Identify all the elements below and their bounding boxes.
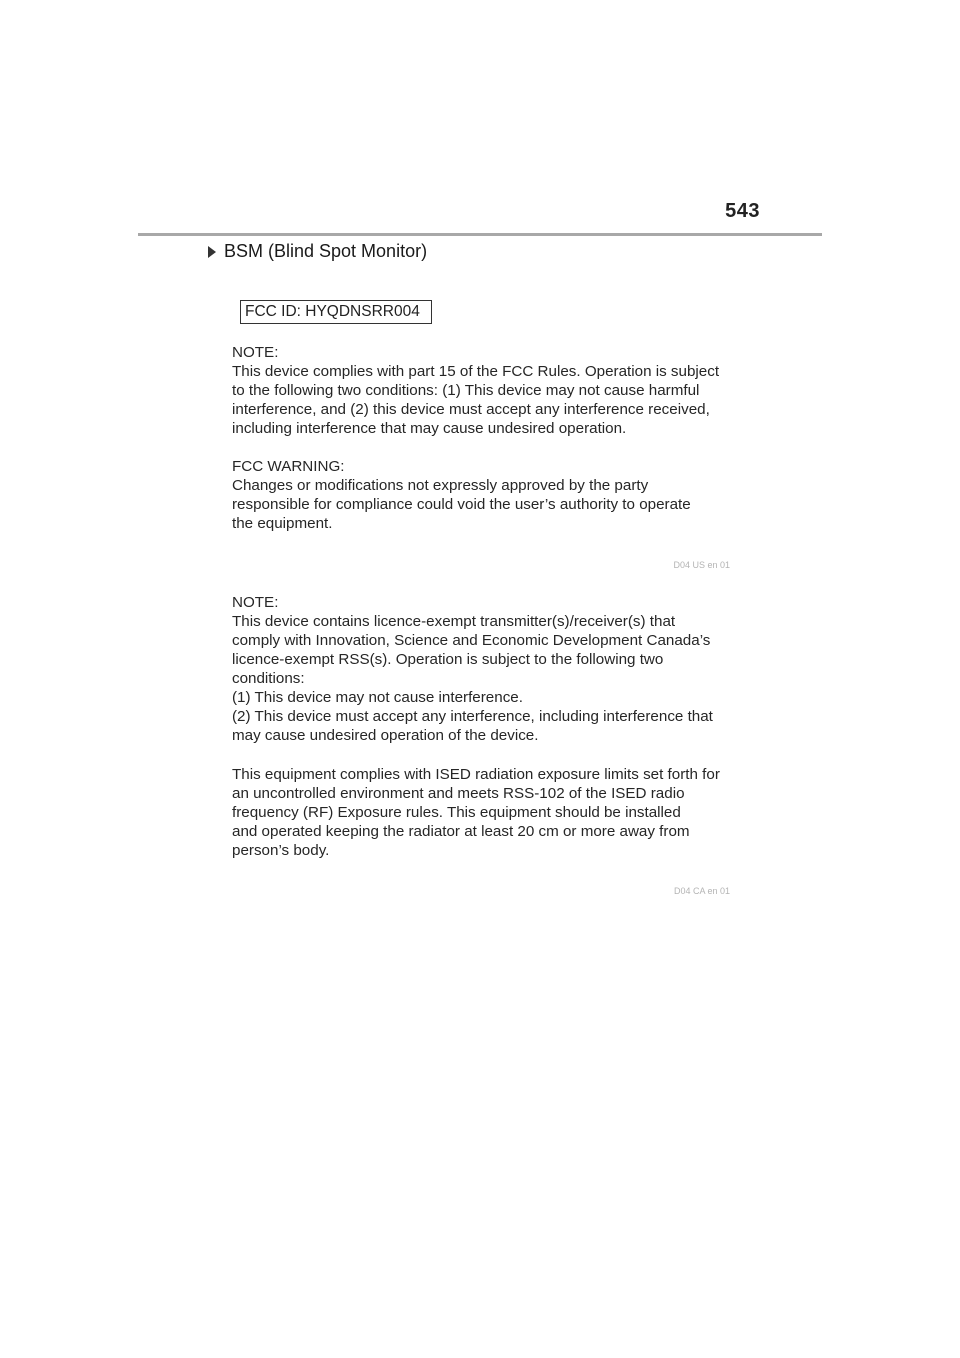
- ca-note-line: comply with Innovation, Science and Economic Development Canada’s: [232, 632, 711, 649]
- us-note-line: This device complies with part 15 of the FCC Rules. Operation is subject: [232, 363, 720, 380]
- us-note-block: [232, 343, 719, 438]
- triangle-bullet-icon: [208, 246, 216, 258]
- ca-note-line: conditions:: [232, 670, 305, 687]
- ca-note-line: NOTE:: [232, 594, 279, 611]
- us-note-line: interference, and (2) this device must accept any interference received,: [232, 401, 710, 418]
- fcc-id-label: FCC ID: HYQDNSRR004: [240, 300, 432, 324]
- section-heading: [208, 241, 427, 262]
- ca-note-block: [232, 593, 713, 745]
- ca-note-line: may cause undesired operation of the device.: [232, 727, 539, 744]
- fcc-warning-line: Changes or modifications not expressly approved by the party: [232, 477, 649, 494]
- header-rule: [138, 233, 822, 236]
- us-figure-code: D04 US en 01: [673, 560, 730, 570]
- ca-figure-code: D04 CA en 01: [673, 886, 730, 896]
- fcc-warning-line: the equipment.: [232, 515, 333, 532]
- ca-note-line: (1) This device may not cause interference.: [232, 689, 523, 706]
- us-note-line: including interference that may cause undesired operation.: [232, 420, 627, 437]
- section-heading-text: BSM (Blind Spot Monitor): [224, 241, 428, 261]
- ca-note-line: (2) This device must accept any interference, including interference that: [232, 708, 713, 725]
- ised-exposure-line: an uncontrolled environment and meets RSS-102 of the ISED radio: [232, 785, 685, 802]
- fcc-warning-line: FCC WARNING:: [232, 458, 345, 475]
- ised-exposure-line: frequency (RF) Exposure rules. This equipment should be installed: [232, 804, 681, 821]
- fcc-warning-line: responsible for compliance could void the user’s authority to operate: [232, 496, 691, 513]
- ised-exposure-line: and operated keeping the radiator at least 20 cm or more away from: [232, 823, 690, 840]
- us-note-line: NOTE:: [232, 344, 279, 361]
- us-note-line: to the following two conditions: (1) This device may not cause harmful: [232, 382, 700, 399]
- ca-note-line: licence-exempt RSS(s). Operation is subject to the following two: [232, 651, 664, 668]
- ca-note-line: This device contains licence-exempt transmitter(s)/receiver(s) that: [232, 613, 676, 630]
- ised-exposure-line: This equipment complies with ISED radiation exposure limits set forth for: [232, 766, 720, 783]
- fcc-warning-block: [232, 457, 691, 533]
- ised-exposure-line: person’s body.: [232, 842, 330, 859]
- page-number: 543: [725, 200, 760, 222]
- ised-exposure-block: [232, 765, 720, 860]
